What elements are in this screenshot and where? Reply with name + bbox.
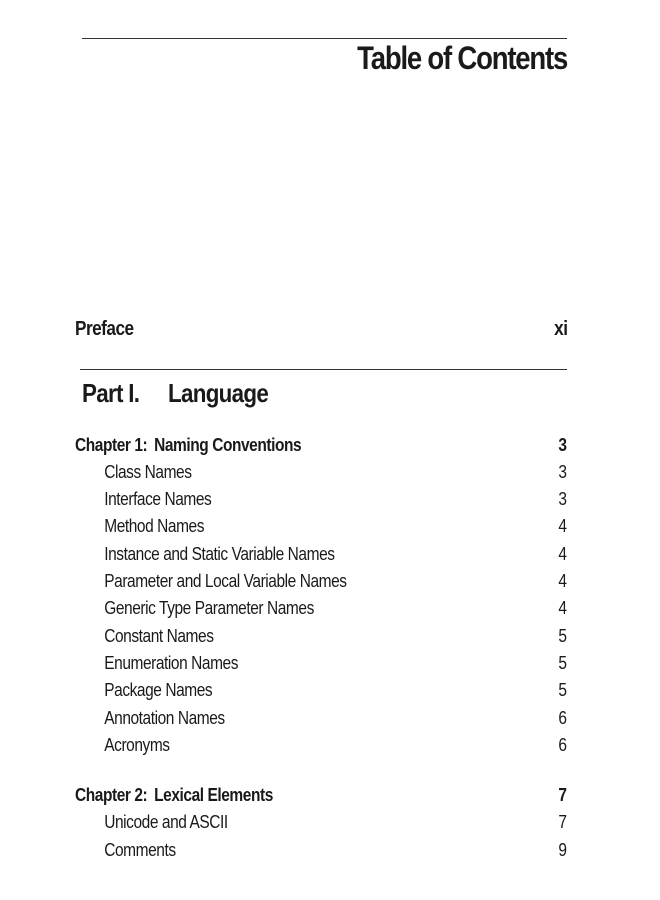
preface-page: xi [553, 318, 567, 340]
top-rule [82, 38, 567, 39]
toc-entry-acronyms[interactable] [75, 735, 567, 756]
toc-entry-package-names[interactable] [75, 680, 567, 701]
chapter-2-heading[interactable] [75, 785, 567, 806]
section-label: Package Names [104, 680, 213, 700]
section-label: Parameter and Local Variable Names [104, 571, 347, 591]
toc-entry-method-names[interactable] [75, 516, 567, 537]
chapter-1-number: Chapter 1: [75, 435, 148, 455]
part-number: Part I. [82, 378, 140, 408]
section-page: 4 [558, 544, 567, 564]
section-page: 7 [558, 812, 567, 832]
section-page: 4 [558, 516, 567, 536]
section-label: Method Names [104, 516, 205, 536]
section-label: Constant Names [104, 626, 214, 646]
preface-label: Preface [75, 318, 134, 340]
section-label: Instance and Static Variable Names [104, 544, 335, 564]
chapter-2-title: Lexical Elements [154, 785, 273, 805]
section-page: 4 [558, 598, 567, 618]
section-label: Enumeration Names [104, 653, 239, 673]
section-label: Interface Names [104, 489, 212, 509]
section-page: 3 [558, 462, 567, 482]
section-label: Unicode and ASCII [104, 812, 228, 832]
toc-entry-preface[interactable] [75, 318, 567, 341]
chapter-2-number: Chapter 2: [75, 785, 148, 805]
toc-entry-comments[interactable] [75, 840, 567, 861]
toc-entry-interface-names[interactable] [75, 489, 567, 510]
page-title: Table of Contents [357, 40, 567, 76]
chapter-1-label [75, 435, 301, 456]
toc-entry-unicode-ascii[interactable] [75, 812, 567, 833]
toc-entry-generic-type-parameter-names[interactable] [75, 598, 567, 619]
chapter-1-page: 3 [558, 435, 567, 455]
chapter-2-label [75, 785, 273, 806]
chapter-1-title: Naming Conventions [154, 435, 302, 455]
section-label: Generic Type Parameter Names [104, 598, 314, 618]
section-page: 3 [558, 489, 567, 509]
section-label: Class Names [104, 462, 192, 482]
toc-entry-parameter-local-variable-names[interactable] [75, 571, 567, 592]
part-heading[interactable] [82, 378, 268, 409]
section-page: 6 [558, 735, 567, 755]
section-page: 9 [558, 840, 567, 860]
section-page: 6 [558, 708, 567, 728]
section-page: 5 [558, 680, 567, 700]
section-label: Comments [104, 840, 176, 860]
section-page: 4 [558, 571, 567, 591]
toc-entry-enumeration-names[interactable] [75, 653, 567, 674]
toc-entry-class-names[interactable] [75, 462, 567, 483]
section-page: 5 [558, 653, 567, 673]
section-label: Acronyms [104, 735, 170, 755]
part-title: Language [168, 378, 269, 408]
section-label: Annotation Names [104, 708, 225, 728]
chapter-2-page: 7 [558, 785, 567, 805]
part-rule [80, 369, 567, 370]
chapter-1-heading[interactable] [75, 435, 567, 456]
toc-entry-instance-static-variable-names[interactable] [75, 544, 567, 565]
toc-entry-annotation-names[interactable] [75, 708, 567, 729]
section-page: 5 [558, 626, 567, 646]
toc-entry-constant-names[interactable] [75, 626, 567, 647]
